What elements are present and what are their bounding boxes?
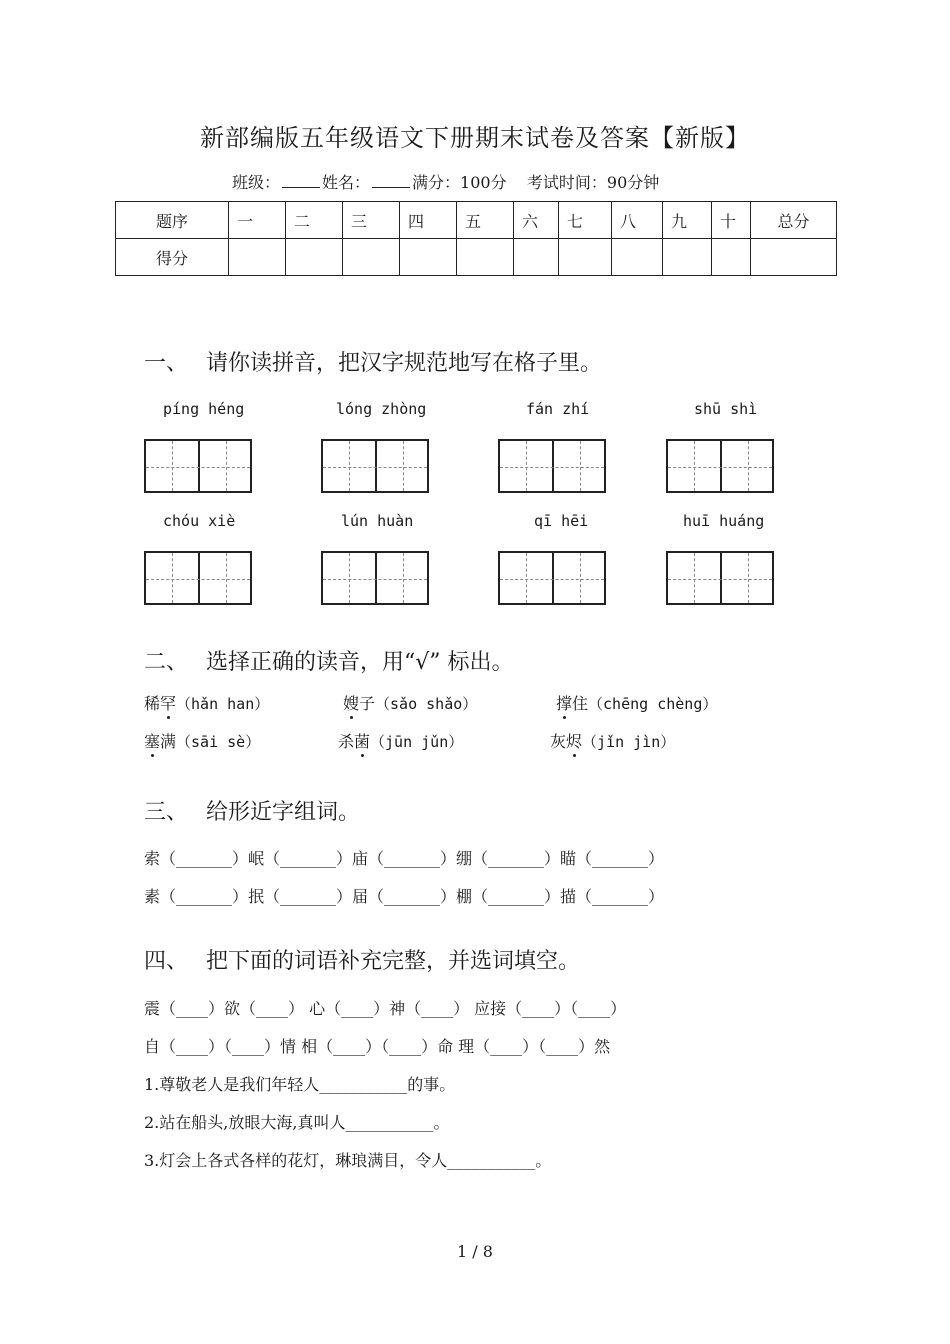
writing-grid[interactable] [321, 439, 429, 493]
table-header-cell: 三 [343, 202, 400, 239]
score-cell[interactable] [457, 239, 514, 276]
pinyin-label: lóng zhòng [336, 400, 427, 418]
score-cell[interactable] [229, 239, 286, 276]
pronunciation-item: 稀罕（hǎn han） [144, 694, 270, 713]
full-score: 满分：100分 [412, 173, 507, 192]
score-cell[interactable] [712, 239, 751, 276]
table-header-cell: 总分 [751, 202, 837, 239]
score-row-label: 得分 [116, 239, 229, 276]
writing-grid[interactable] [666, 439, 774, 493]
pronunciation-item: 杀菌（jūn jǔn） [338, 732, 464, 751]
fill-question[interactable]: 2.站在船头,放眼大海,真叫人___________。 [144, 1113, 450, 1132]
score-table-row [116, 239, 837, 276]
score-cell[interactable] [751, 239, 837, 276]
score-table [115, 201, 837, 276]
table-header-cell: 二 [286, 202, 343, 239]
section-title: 请你读拼音，把汉字规范地写在格子里。 [206, 351, 603, 376]
table-header-cell: 八 [612, 202, 663, 239]
writing-grid[interactable] [498, 439, 606, 493]
section-1-heading [144, 346, 602, 377]
section-number: 一、 [144, 351, 189, 376]
idiom-row[interactable]: 自（____）（____）情 相（____）（____）命 理（____）（____）然 [144, 1037, 611, 1056]
pinyin-label: huī huáng [683, 512, 765, 530]
table-header-cell: 六 [514, 202, 559, 239]
table-header-cell: 一 [229, 202, 286, 239]
page-title: 新部编版五年级语文下册期末试卷及答案【新版】 [200, 124, 750, 152]
writing-grid[interactable] [498, 551, 606, 605]
score-cell[interactable] [663, 239, 712, 276]
score-cell[interactable] [286, 239, 343, 276]
section-title: 给形近字组词。 [206, 800, 361, 825]
table-header-cell: 五 [457, 202, 514, 239]
page-number: 1 / 8 [457, 1242, 493, 1261]
pinyin-label: lún huàn [341, 512, 414, 530]
word-group-row[interactable]: 索（_______）岷（_______）庙（_______）绷（_______）瞄（_______） [144, 849, 665, 868]
pinyin-label: chóu xiè [163, 512, 236, 530]
pronunciation-item: 撑住（chēng chèng） [556, 694, 718, 713]
table-header-cell: 九 [663, 202, 712, 239]
pronunciation-item: 嫂子（sǎo shǎo） [343, 694, 478, 713]
word-group-row[interactable]: 素（_______）抿（_______）届（_______）棚（_______）描（_______） [144, 887, 665, 906]
section-3-heading [144, 795, 360, 826]
section-4-heading [144, 944, 580, 975]
score-cell[interactable] [559, 239, 612, 276]
table-header-cell: 七 [559, 202, 612, 239]
section-title: 选择正确的读音，用“√” 标出。 [206, 650, 514, 675]
table-header-cell: 四 [400, 202, 457, 239]
score-cell[interactable] [514, 239, 559, 276]
class-blank[interactable] [282, 173, 320, 188]
writing-grid[interactable] [144, 439, 252, 493]
pronunciation-item: 塞满（sāi sè） [144, 732, 261, 751]
idiom-row[interactable]: 震（____）欲（____） 心（____）神（____） 应接（____）（____） [144, 999, 627, 1018]
pinyin-label: shū shì [694, 400, 758, 418]
score-cell[interactable] [400, 239, 457, 276]
pinyin-label: qī hēi [534, 512, 589, 530]
table-header-cell: 十 [712, 202, 751, 239]
name-blank[interactable] [372, 173, 410, 188]
class-label: 班级： [232, 173, 281, 192]
pinyin-label: píng héng [163, 400, 245, 418]
writing-grid[interactable] [321, 551, 429, 605]
pronunciation-item: 灰烬（jǐn jìn） [550, 732, 676, 751]
score-cell[interactable] [343, 239, 400, 276]
section-number: 四、 [144, 949, 189, 974]
writing-grid[interactable] [144, 551, 252, 605]
section-number: 二、 [144, 650, 189, 675]
score-cell[interactable] [612, 239, 663, 276]
name-label: 姓名： [322, 173, 371, 192]
fill-question[interactable]: 1.尊敬老人是我们年轻人___________的事。 [144, 1075, 456, 1094]
section-title: 把下面的词语补充完整，并选词填空。 [206, 949, 581, 974]
section-number: 三、 [144, 800, 189, 825]
score-table-header-row [116, 202, 837, 239]
fill-question[interactable]: 3.灯会上各式各样的花灯，琳琅满目，令人___________。 [144, 1151, 552, 1170]
exam-time: 考试时间：90分钟 [526, 173, 660, 192]
section-2-heading [144, 645, 514, 676]
pinyin-label: fán zhí [526, 400, 590, 418]
table-header-cell: 题序 [116, 202, 229, 239]
exam-info [232, 170, 659, 193]
writing-grid[interactable] [666, 551, 774, 605]
